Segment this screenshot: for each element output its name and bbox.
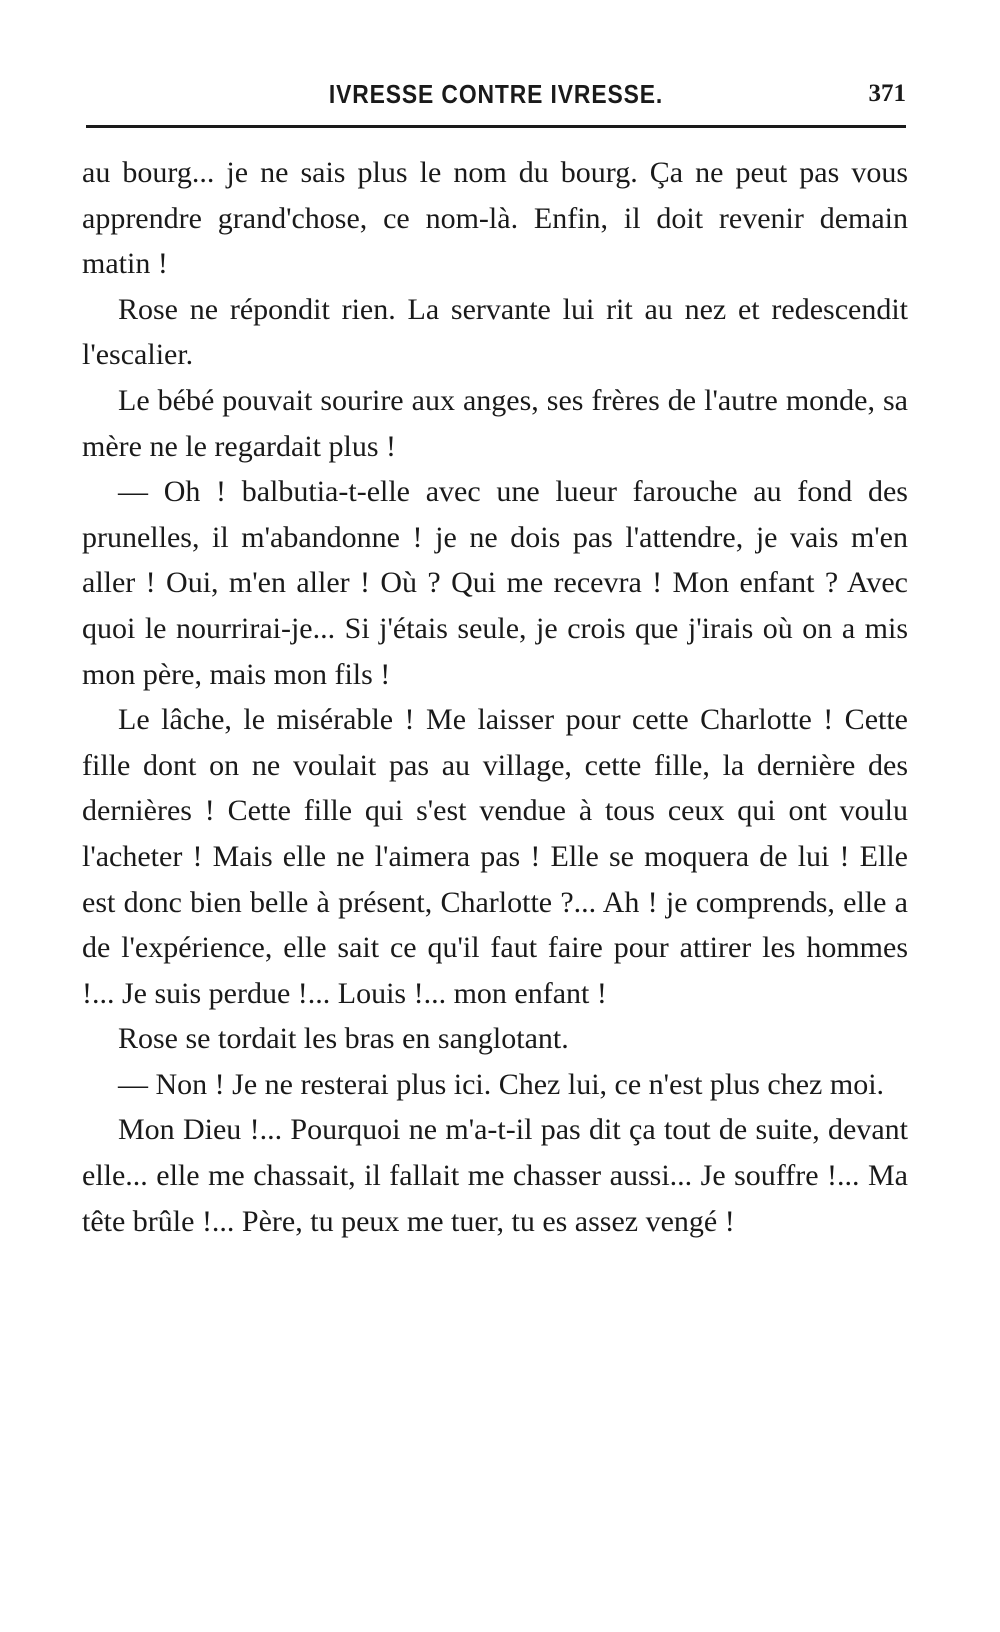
paragraph: — Non ! Je ne resterai plus ici. Chez lui, ce n'est plus chez moi. (118, 1067, 885, 1101)
paragraph: Rose ne répondit rien. La servante lui rit au nez et redescendit l'escalier. (82, 292, 908, 372)
paragraph: Le bébé pouvait sourire aux anges, ses frères de l'autre monde, sa mère ne le regardait plus ! (82, 383, 908, 463)
paragraph: au bourg... je ne sais plus le nom du bourg. Ça ne peut pas vous apprendre grand'chose, ce nom-là. Enfin, il doit revenir demain matin ! (82, 156, 908, 281)
paragraph: Mon Dieu !... Pourquoi ne m'a-t-il pas dit ça tout de suite, devant elle... elle me chassait, il fallait me chasser aussi... Je souffre !... Ma tête brûle !... Père, tu peux me tuer, tu es assez vengé ! (82, 1113, 908, 1238)
header-rule (86, 125, 906, 128)
paragraph: Rose se tordait les bras en sanglotant. (118, 1022, 569, 1056)
text-body (82, 150, 908, 1244)
running-head (86, 76, 906, 120)
running-title: IVRESSE CONTRE IVRESSE. (328, 79, 664, 109)
paragraph: — Oh ! balbutia-t-elle avec une lueur farouche au fond des prunelles, il m'abandonne ! je ne dois pas l'attendre, je vais m'en aller ! Oui, m'en aller ! Où ? Qui me recevra ! Mon enfant ? Avec quoi le nourrirai-je... Si j'étais seule, je crois que j'irais où on a mis mon père, mais mon fils ! (82, 475, 908, 691)
page-number: 371 (868, 80, 906, 107)
paragraph: Le lâche, le misérable ! Me laisser pour cette Charlotte ! Cette fille dont on ne voulait pas au village, cette fille, la dernière des dernières ! Cette fille qui s'est vendue à tous ceux qui ont voulu l'acheter ! Mais elle ne l'aimera pas ! Elle se moquera de lui ! Elle est donc bien belle à présent, Charlotte ?... Ah ! je comprends, elle a de l'expérience, elle sait ce qu'il faut faire pour attirer les hommes !... Je suis perdue !... Louis !... mon enfant ! (82, 703, 908, 1010)
